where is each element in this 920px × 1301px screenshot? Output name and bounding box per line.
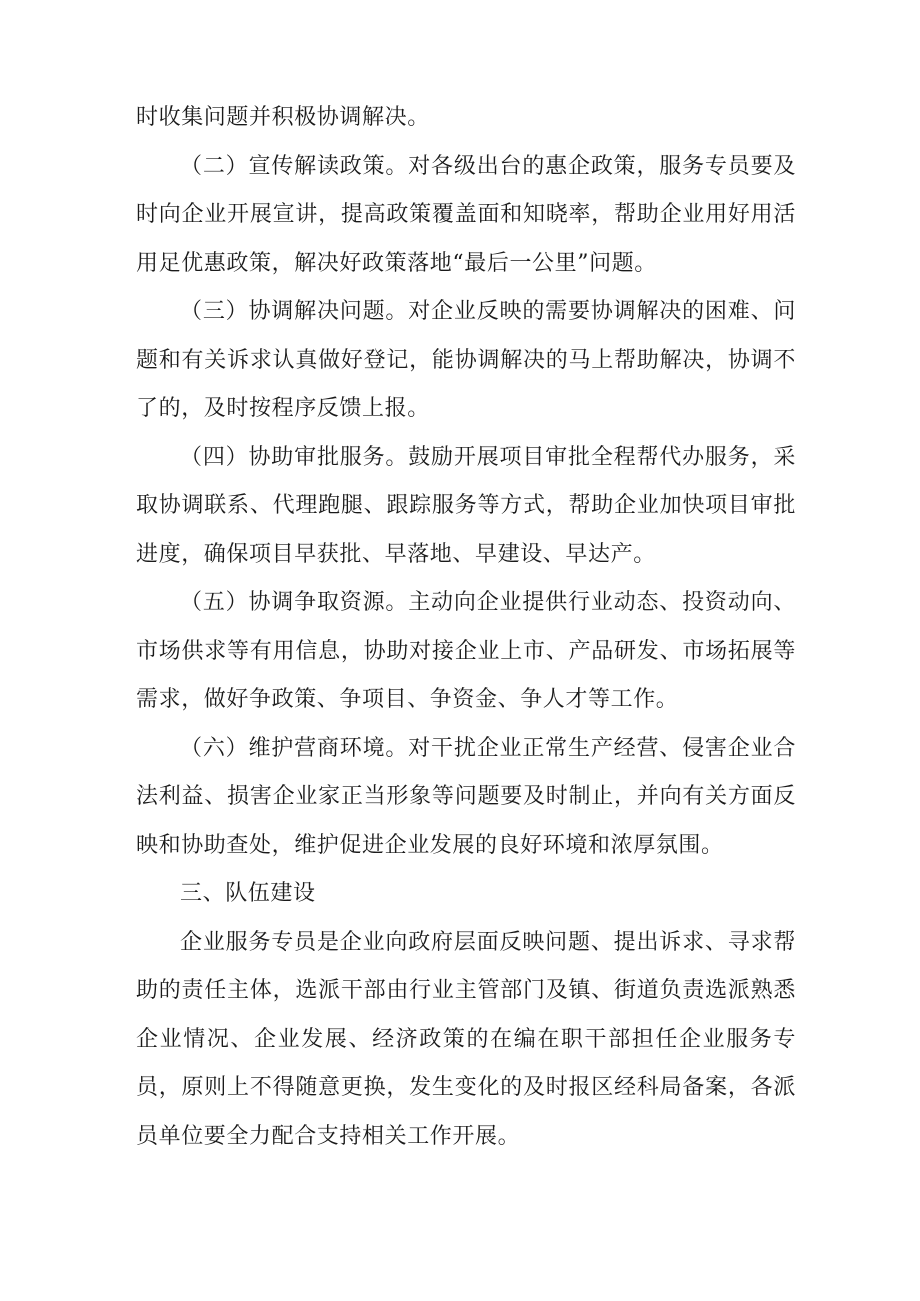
paragraph-business-environment: （六）维护营商环境。对干扰企业正常生产经营、侵害企业合法利益、损害企业家正当形象等问题要及时制止，并向有关方面反映和协助查处，维护促进企业发展的良好环境和浓厚氛围。 (136, 735, 796, 858)
document-body (136, 94, 796, 1161)
paragraph-team-building: 企业服务专员是企业向政府层面反映问题、提出诉求、寻求帮助的责任主体，选派干部由行业主管部门及镇、街道负责选派熟悉企业情况、企业发展、经济政策的在编在职干部担任企业服务专员，原则上不得随意更换，发生变化的及时报区经科局备案，各派员单位要全力配合支持相关工作开展。 (136, 929, 796, 1149)
paragraph-continuation: 时收集问题并积极协调解决。 (136, 105, 430, 130)
paragraph-approval-service: （四）协助审批服务。鼓励开展项目审批全程帮代办服务，采取协调联系、代理跑腿、跟踪服务等方式，帮助企业加快项目审批进度，确保项目早获批、早落地、早建设、早达产。 (136, 444, 796, 567)
section-heading: 三、队伍建设 (180, 881, 316, 906)
paragraph-policy-promotion: （二）宣传解读政策。对各级出台的惠企政策，服务专员要及时向企业开展宣讲，提高政策覆盖面和知晓率，帮助企业用好用活用足优惠政策，解决好政策落地“最后一公里”问题。 (136, 153, 796, 276)
paragraph-problem-solving: （三）协调解决问题。对企业反映的需要协调解决的困难、问题和有关诉求认真做好登记，能协调解决的马上帮助解决，协调不了的，及时按程序反馈上报。 (136, 299, 796, 421)
paragraph-resource-coordination: （五）协调争取资源。主动向企业提供行业动态、投资动向、市场供求等有用信息，协助对接企业上市、产品研发、市场拓展等需求，做好争政策、争项目、争资金、争人才等工作。 (136, 590, 796, 712)
